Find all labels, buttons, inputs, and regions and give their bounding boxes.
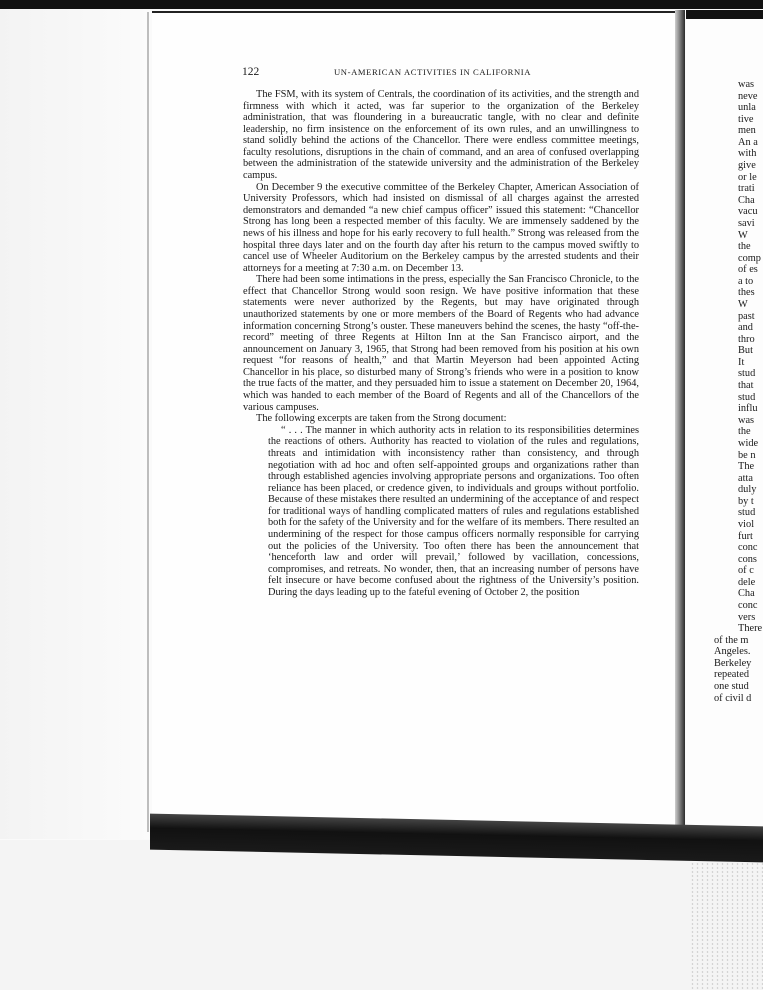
facing-page-fragment-line: Cha <box>738 588 755 600</box>
facing-page-fragment-line: conc <box>738 600 758 612</box>
facing-page-fragment-line: The <box>738 461 755 473</box>
facing-page-fragment-line: repeated <box>714 669 750 681</box>
facing-page-fragment-line: W <box>738 229 748 241</box>
facing-page-fragment-line: the <box>738 426 751 438</box>
block-quote: “ . . . The manner in which authority acts in relation to its responsibilities determines the reactions of others. Authority has reacted to violation of the rules and regulations, threats and intimidation with inconsistency rather than consistency, and through negotiation with ad hoc and often self-appointed groups and organizations rather than through established agencies involving appropriate persons and organizations. Too often reliance has been placed, or credence given, to individuals and groups without portfolio. Because of these mistakes there resulted an undermining of the acceptance of and respect for traditional ways of handling complicated matters of rules and regulations established both for the safety of the University and for the welfare of its members. There resulted an undermining of the respect for those campus officers normally responsible for carrying out the policies of the University. Too often there has been the announcement that ‘henceforth law and order will prevail,’ followed by vacillation, concessions, compromises, and retreats. No wonder, then, that an increasing number of persons have felt insecure or have become confused about the rightness of the University’s position. During the days leading up to the fateful evening of October 2, the position <box>268 424 639 598</box>
facing-page-fragment-line: tive <box>738 113 754 125</box>
paragraph: The following excerpts are taken from the Strong document: <box>256 413 507 425</box>
facing-page-fragment-line: There <box>738 623 763 635</box>
paragraph: The FSM, with its system of Centrals, the coordination of its activities, and the strength and firmness with which it acted, was far superior to the organization of the Berkeley administration, that was floundering in a bureaucratic tangle, with no clear and definite leadership, no firm insistence on the enforcement of its own rules, and an unwillingness to stand solidly behind the actions of the Chancellor. There were endless committee meetings, faculty resolutions, disruptions in the chain of command, and an area of confused overlapping between the administration of the statewide university and the administration of the Berkeley campus. <box>243 89 639 182</box>
paragraph: There had been some intimations in the press, especially the San Francisco Chronicle, to the effect that Chancellor Strong would soon resign. We have positive information that these statements were never authorized by the Regents, but may have originated through unauthorized statements by one or more members of the Board of Regents who had advance information concerning Strong’s ouster. These maneuvers behind the scenes, the hasty “off-the-record” meeting of three Regents at Hilton Inn at the San Francisco airport, and the announcement on January 3, 1965, that Strong had been removed from his position at his own request “for reasons of health,” and that Martin Meyerson had been appointed Acting Chancellor in his place, so disturbed many of Strong’s friends who were in a position to know the true facts of the matter, and they persuaded him to issue a statement on December 20, 1964, which was handed to each member of the Board of Regents and all of the Chancellors of the various campuses. <box>243 274 639 413</box>
facing-page-text <box>714 79 763 704</box>
facing-page-fragment-line: vacu <box>738 206 758 218</box>
facing-page-fragment-line: was <box>738 414 755 426</box>
facing-page-fragment-line: atta <box>738 472 753 484</box>
facing-page-fragment-line: Berkeley <box>714 657 752 669</box>
facing-page-fragment-line: An a <box>738 136 758 148</box>
gutter-fold <box>147 12 149 832</box>
facing-page-fragment-line: and <box>738 322 753 334</box>
facing-page-fragment-line: or le <box>738 171 757 183</box>
facing-page-fragment-line: one stud <box>714 681 749 693</box>
facing-page-fragment-line: neve <box>738 90 758 102</box>
facing-page-fragment-line: It <box>738 356 745 368</box>
facing-page-fragment-line: by t <box>738 495 754 507</box>
scan-top-edge <box>0 0 763 9</box>
page-body <box>243 89 639 598</box>
facing-page-fragment-line: of c <box>738 565 754 577</box>
facing-page-fragment-line: give <box>738 160 756 172</box>
page-edge-shadow <box>675 10 685 840</box>
facing-page-fragment-line: savi <box>738 217 755 229</box>
facing-page-fragment-line: viol <box>738 518 755 530</box>
facing-page-fragment-line: thro <box>738 333 755 345</box>
page-header <box>242 66 642 80</box>
facing-page-fragment-line: vers <box>738 611 756 623</box>
facing-page-fragment-line: unla <box>738 102 756 114</box>
facing-page-fragment-line: was <box>738 79 755 90</box>
facing-page-fragment-line: with <box>738 148 757 160</box>
facing-page-fragment-line: be n <box>738 449 756 461</box>
facing-page-fragment-line: trati <box>738 183 755 195</box>
facing-page-fragment-line: influ <box>738 403 758 415</box>
paragraph: On December 9 the executive committee of the Berkeley Chapter, American Association of University Professors, which had insisted on dismissal of all charges against the arrested demonstrators and demanded “a new chief campus officer” issued this statement: “Chancellor Strong has long been a respected member of this faculty. We are immensely saddened by the news of his illness and hope for his early recovery to full health.” Strong was released from the hospital three days later and on the fourth day after his return to the campus moved swiftly to cancel use of Wheeler Auditorium on the Berkeley campus by the arrested students and their attorneys for a meeting at 7:30 a.m. on December 13. <box>243 181 639 274</box>
facing-page-fragment-line: stud <box>738 368 756 380</box>
page-number: 122 <box>242 66 260 78</box>
facing-page-fragment-line: the <box>738 241 751 253</box>
facing-page-fragment-line: conc <box>738 542 758 554</box>
facing-page-fragment-line: Angeles. <box>714 646 751 658</box>
facing-page-fragment-line: of es <box>738 264 758 276</box>
facing-page-fragment-line: of civil d <box>714 692 752 704</box>
facing-page-fragment-line: men <box>738 125 756 137</box>
facing-page-fragment-line: comp <box>738 252 761 264</box>
facing-page-fragment-line: Cha <box>738 194 755 206</box>
facing-page-fragment-line: But <box>738 345 753 357</box>
facing-page-fragment-line: stud <box>738 391 756 403</box>
facing-page-fragment-line: a to <box>738 275 754 287</box>
facing-page-fragment-line: thes <box>738 287 755 299</box>
facing-page-top-edge <box>686 10 763 19</box>
scan-bottom-area <box>0 840 763 990</box>
scan-noise <box>690 850 763 990</box>
facing-page-fragment-line: W <box>738 298 748 310</box>
left-margin-shade <box>0 9 150 839</box>
facing-page-fragment-line: stud <box>738 507 756 519</box>
facing-page-fragment-line: past <box>738 310 755 322</box>
running-head: UN-AMERICAN ACTIVITIES IN CALIFORNIA <box>334 67 532 77</box>
facing-page-fragment-line: cons <box>738 553 757 565</box>
facing-page-fragment-line: duly <box>738 484 757 496</box>
facing-page-fragment-line: dele <box>738 576 756 588</box>
facing-page-fragment-line: that <box>738 380 754 392</box>
facing-page-fragment-line: furt <box>738 530 753 542</box>
facing-page-fragment-line: of the m <box>714 634 749 646</box>
facing-page-fragment-line: wide <box>738 437 759 449</box>
